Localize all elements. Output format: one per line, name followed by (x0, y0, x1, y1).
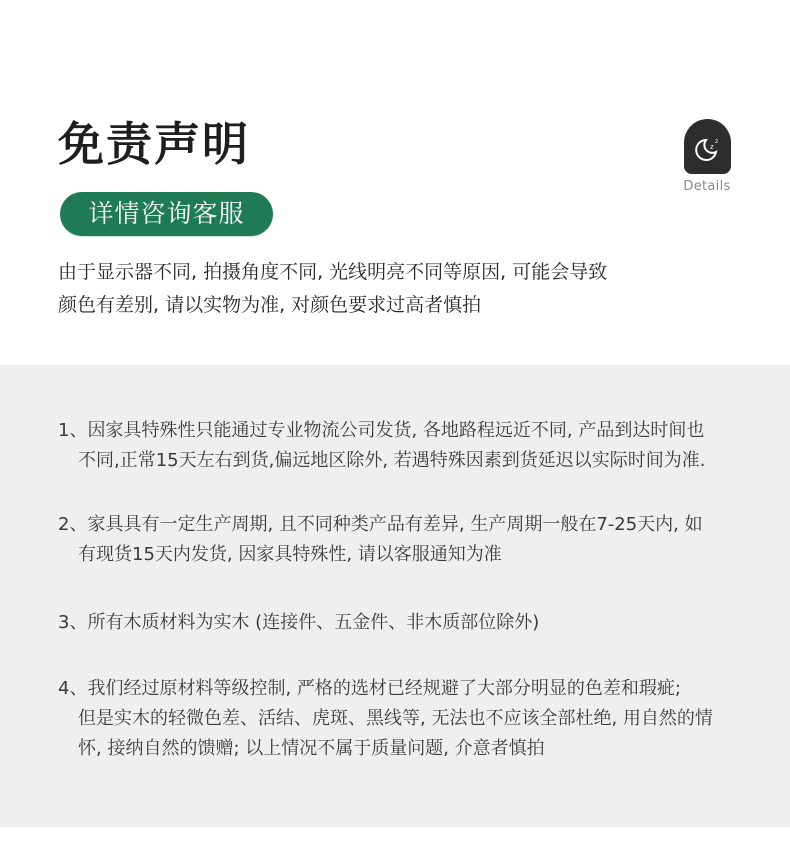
note-line: 但是实木的轻微色差、活结、虎斑、黑线等, 无法也不应该全部杜绝, 用自然的情 (78, 708, 713, 729)
page-title: 免责声明 (58, 117, 250, 171)
customer-service-button[interactable] (60, 192, 273, 236)
details-badge[interactable] (684, 119, 731, 174)
note-line: 2、家具具有一定生产周期, 且不同种类产品有差异, 生产周期一般在7-25天内, 如 (58, 514, 703, 535)
note-item-2 (58, 510, 748, 570)
details-badge-label: Details (683, 179, 731, 194)
note-line: 怀, 接纳自然的馈赠; 以上情况不属于质量问题, 介意者慎拍 (78, 738, 545, 759)
moon-sleep-icon (684, 119, 731, 174)
note-line: 有现货15天内发货, 因家具特殊性, 请以客服通知为准 (78, 544, 502, 565)
customer-service-button-label: 详情咨询客服 (88, 199, 245, 228)
intro-line: 颜色有差别, 请以实物为准, 对颜色要求过高者慎拍 (58, 294, 482, 316)
note-item-3 (58, 608, 748, 638)
note-line: 3、所有木质材料为实木 (连接件、五金件、非木质部位除外) (58, 612, 540, 633)
note-item-1 (58, 416, 748, 476)
note-line: 不同,正常15天左右到货,偏远地区除外, 若遇特殊因素到货延迟以实际时间为准. (78, 450, 706, 471)
note-item-4 (58, 674, 748, 764)
note-line: 1、因家具特殊性只能通过专业物流公司发货, 各地路程远近不同, 产品到达时间也 (58, 420, 705, 441)
note-line: 4、我们经过原材料等级控制, 严格的选材已经规避了大部分明显的色差和瑕疵; (58, 678, 681, 699)
header-section (0, 0, 790, 365)
svg-text:z: z (715, 138, 719, 145)
intro-text (58, 256, 738, 322)
svg-text:z: z (710, 143, 714, 151)
intro-line: 由于显示器不同, 拍摄角度不同, 光线明亮不同等原因, 可能会导致 (58, 261, 608, 283)
